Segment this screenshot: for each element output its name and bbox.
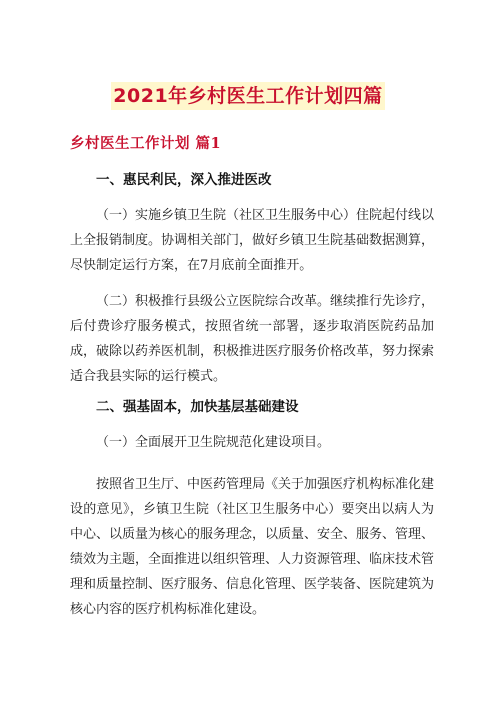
section-title: 乡村医生工作计划 篇1 <box>70 135 222 152</box>
heading-1: 一、惠民利民，深入推进医改 <box>96 172 272 188</box>
document-title-text: 2021年乡村医生工作计划四篇 <box>111 82 384 110</box>
paragraph-2: （二）积极推行县级公立医院综合改革。继续推行先诊疗，后付费诊疗服务模式，按照省统一部署，逐步取消医院药品加成，破除以药养医机制，积极推进医疗服务价格改革，努力探索适合我县实际的运行模式。 <box>70 294 435 384</box>
heading-2: 二、强基固本，加快基层基础建设 <box>96 399 299 415</box>
paragraph-4: 按照省卫生厅、中医药管理局《关于加强医疗机构标准化建设的意见》，乡镇卫生院（社区卫生服务中心）要突出以病人为中心、以质量为核心的服务理念，以质量、安全、服务、管理、绩效为主题，全面推进以组织管理、人力资源管理、临床技术管理和质量控制、医疗服务、信息化管理、医学装备、医院建筑为核心内容的医疗机构标准化建设。 <box>70 477 435 617</box>
document-title <box>0 72 496 110</box>
paragraph-3: （一）全面展开卫生院规范化建设项目。 <box>96 435 331 450</box>
paragraph-1: （一）实施乡镇卫生院（社区卫生服务中心）住院起付线以上全报销制度。协调相关部门，做好乡镇卫生院基础数据测算，尽快制定运行方案，在7月底前全面推开。 <box>70 208 435 273</box>
